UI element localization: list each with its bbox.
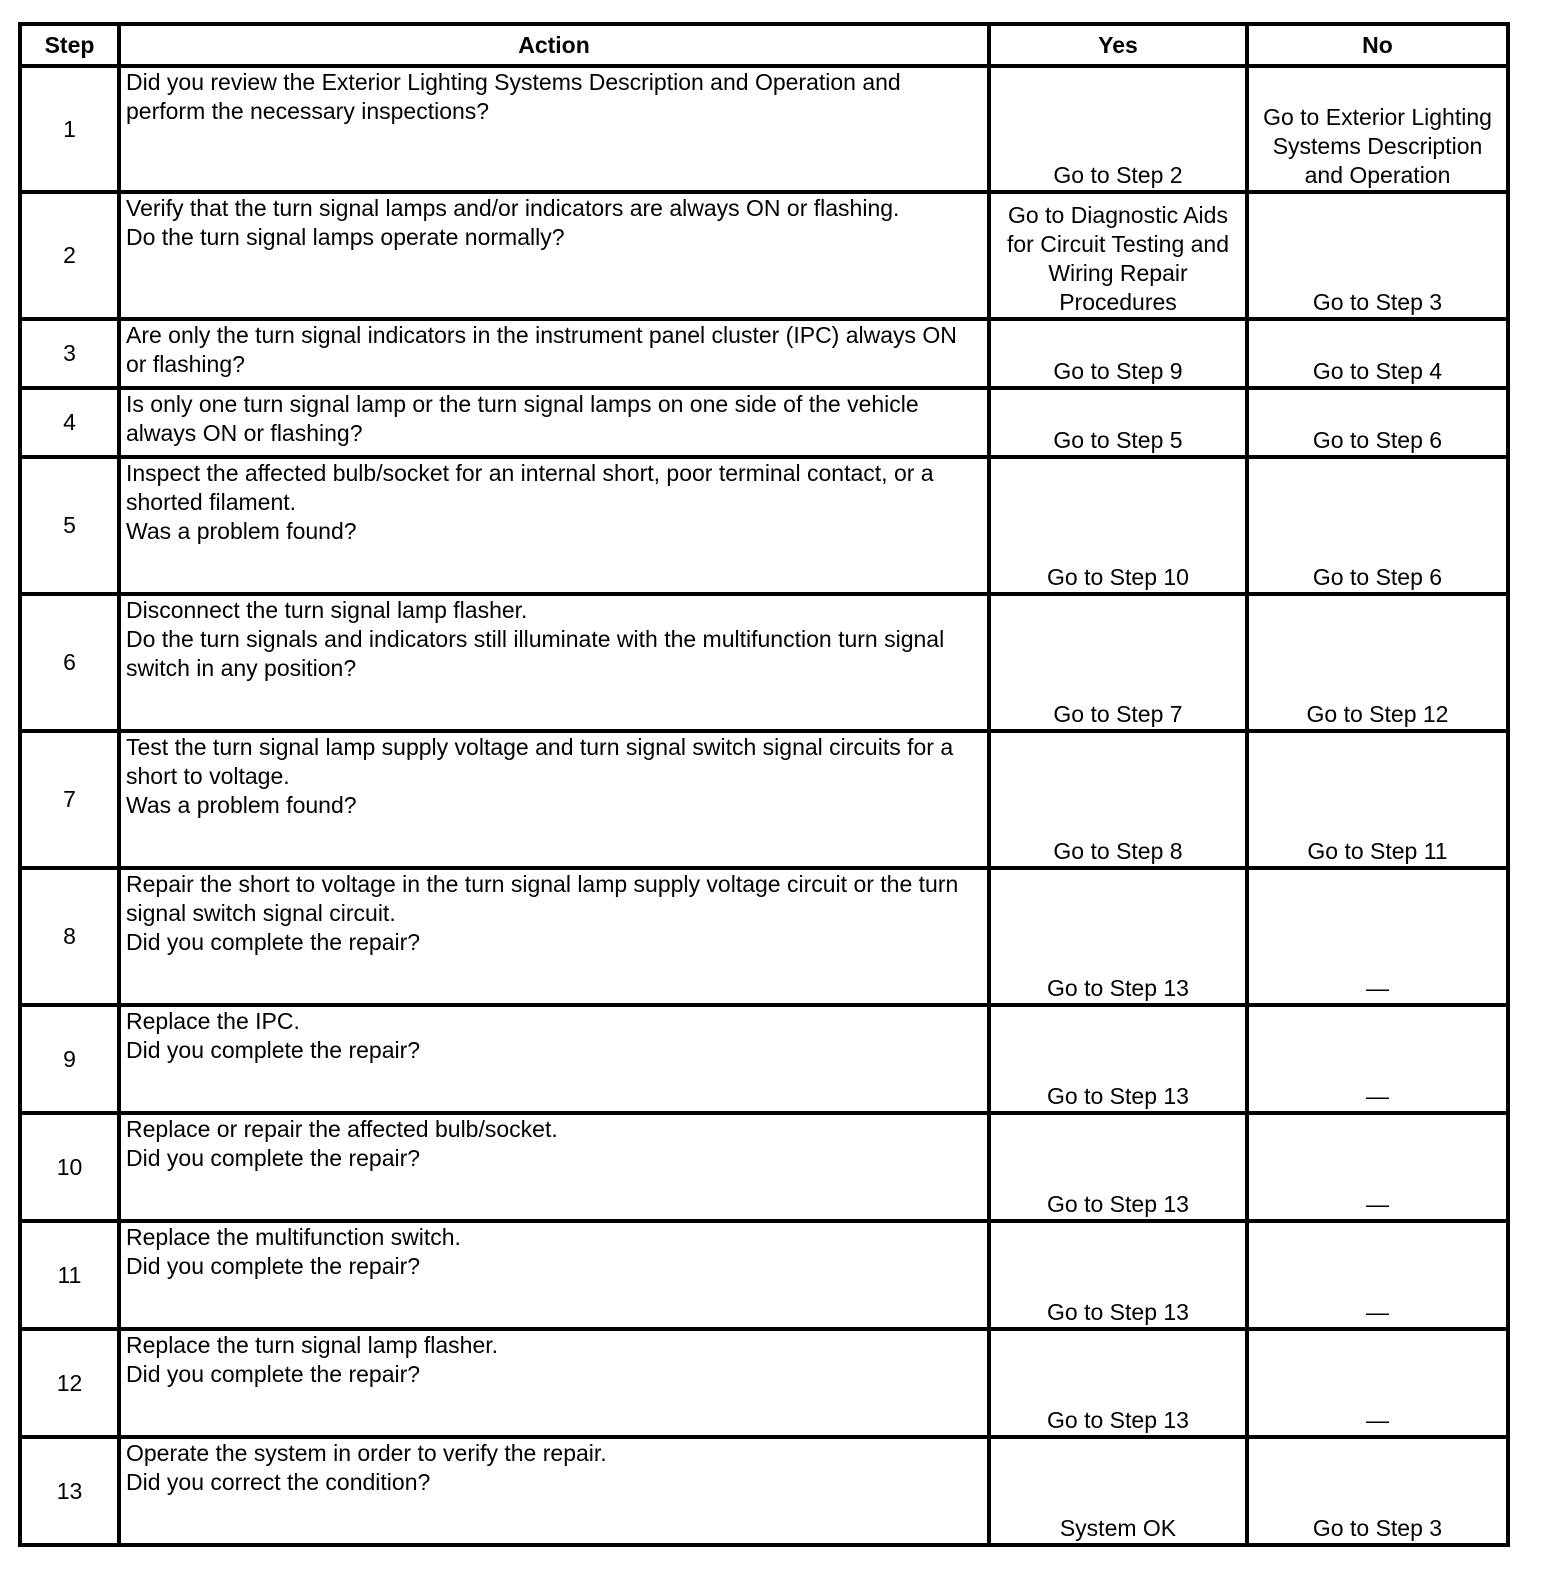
table-row <box>20 1005 1508 1113</box>
no-cell: Go to Exterior Lighting Systems Description and Operation <box>1247 66 1508 192</box>
step-number: 12 <box>20 1329 119 1437</box>
action-text: Did you review the Exterior Lighting Systems Description and Operation and perform the necessary inspections? <box>126 69 901 124</box>
header-yes: Yes <box>989 24 1247 66</box>
action-cell <box>119 66 989 192</box>
yes-cell: Go to Step 2 <box>989 66 1247 192</box>
action-cell <box>119 1005 989 1113</box>
table-row <box>20 319 1508 388</box>
action-text: Replace the IPC. <box>126 1008 300 1034</box>
action-text: Inspect the affected bulb/socket for an internal short, poor terminal contact, or a shorted filament. <box>126 460 934 515</box>
action-text: Verify that the turn signal lamps and/or indicators are always ON or flashing. <box>126 195 900 221</box>
table-row <box>20 731 1508 868</box>
step-number: 4 <box>20 388 119 457</box>
table-row <box>20 1221 1508 1329</box>
yes-cell: Go to Step 10 <box>989 457 1247 594</box>
no-cell: Go to Step 3 <box>1247 1437 1508 1545</box>
action-cell <box>119 192 989 319</box>
action-cell <box>119 457 989 594</box>
action-question: Did you complete the repair? <box>126 929 421 955</box>
table-row <box>20 1113 1508 1221</box>
action-question: Did you correct the condition? <box>126 1469 431 1495</box>
action-question: Was a problem found? <box>126 792 357 818</box>
header-step: Step <box>20 24 119 66</box>
step-number: 6 <box>20 594 119 731</box>
action-cell <box>119 1437 989 1545</box>
action-question: Do the turn signal lamps operate normally? <box>126 224 565 250</box>
action-question: Was a problem found? <box>126 518 357 544</box>
yes-cell: Go to Step 7 <box>989 594 1247 731</box>
action-cell <box>119 319 989 388</box>
step-number: 11 <box>20 1221 119 1329</box>
action-question: Did you complete the repair? <box>126 1145 421 1171</box>
action-cell <box>119 731 989 868</box>
action-cell <box>119 868 989 1005</box>
step-number: 5 <box>20 457 119 594</box>
header-no: No <box>1247 24 1508 66</box>
table-row <box>20 192 1508 319</box>
no-cell: — <box>1247 868 1508 1005</box>
header-action: Action <box>119 24 989 66</box>
action-text: Replace or repair the affected bulb/socket. <box>126 1116 558 1142</box>
table-row <box>20 388 1508 457</box>
yes-cell: Go to Step 9 <box>989 319 1247 388</box>
action-text: Replace the multifunction switch. <box>126 1224 461 1250</box>
yes-cell: Go to Step 8 <box>989 731 1247 868</box>
yes-cell: Go to Step 13 <box>989 1113 1247 1221</box>
action-cell <box>119 1113 989 1221</box>
action-question: Did you complete the repair? <box>126 1253 421 1279</box>
action-text: Operate the system in order to verify the repair. <box>126 1440 607 1466</box>
action-text: Are only the turn signal indicators in the instrument panel cluster (IPC) always ON or flashing? <box>126 322 957 377</box>
step-number: 13 <box>20 1437 119 1545</box>
step-number: 1 <box>20 66 119 192</box>
diagnostic-table <box>18 22 1510 1547</box>
no-cell: Go to Step 6 <box>1247 388 1508 457</box>
no-cell: Go to Step 11 <box>1247 731 1508 868</box>
action-question: Did you complete the repair? <box>126 1037 421 1063</box>
table-row <box>20 1329 1508 1437</box>
no-cell: Go to Step 4 <box>1247 319 1508 388</box>
action-question: Did you complete the repair? <box>126 1361 421 1387</box>
step-number: 9 <box>20 1005 119 1113</box>
step-number: 3 <box>20 319 119 388</box>
action-text: Replace the turn signal lamp flasher. <box>126 1332 499 1358</box>
action-question: Do the turn signals and indicators still illuminate with the multifunction turn signal switch in any position? <box>126 626 945 681</box>
no-cell: — <box>1247 1329 1508 1437</box>
step-number: 8 <box>20 868 119 1005</box>
action-text: Is only one turn signal lamp or the turn signal lamps on one side of the vehicle always ON or flashing? <box>126 391 919 446</box>
yes-cell: Go to Step 5 <box>989 388 1247 457</box>
action-cell <box>119 1221 989 1329</box>
yes-cell: Go to Step 13 <box>989 1005 1247 1113</box>
step-number: 10 <box>20 1113 119 1221</box>
table-row <box>20 457 1508 594</box>
no-cell: — <box>1247 1113 1508 1221</box>
no-cell: Go to Step 3 <box>1247 192 1508 319</box>
no-cell: Go to Step 12 <box>1247 594 1508 731</box>
step-number: 2 <box>20 192 119 319</box>
action-cell <box>119 1329 989 1437</box>
no-cell: Go to Step 6 <box>1247 457 1508 594</box>
header-row <box>20 24 1508 66</box>
table-row <box>20 868 1508 1005</box>
table-row <box>20 66 1508 192</box>
yes-cell: Go to Step 13 <box>989 868 1247 1005</box>
yes-cell: Go to Step 13 <box>989 1329 1247 1437</box>
no-cell: — <box>1247 1221 1508 1329</box>
yes-cell: Go to Diagnostic Aids for Circuit Testing and Wiring Repair Procedures <box>989 192 1247 319</box>
action-cell <box>119 594 989 731</box>
table-row <box>20 594 1508 731</box>
yes-cell: System OK <box>989 1437 1247 1545</box>
table-row <box>20 1437 1508 1545</box>
yes-cell: Go to Step 13 <box>989 1221 1247 1329</box>
step-number: 7 <box>20 731 119 868</box>
action-cell <box>119 388 989 457</box>
action-text: Repair the short to voltage in the turn signal lamp supply voltage circuit or the turn signal switch signal circuit. <box>126 871 959 926</box>
action-text: Test the turn signal lamp supply voltage and turn signal switch signal circuits for a short to voltage. <box>126 734 954 789</box>
action-text: Disconnect the turn signal lamp flasher. <box>126 597 528 623</box>
no-cell: — <box>1247 1005 1508 1113</box>
